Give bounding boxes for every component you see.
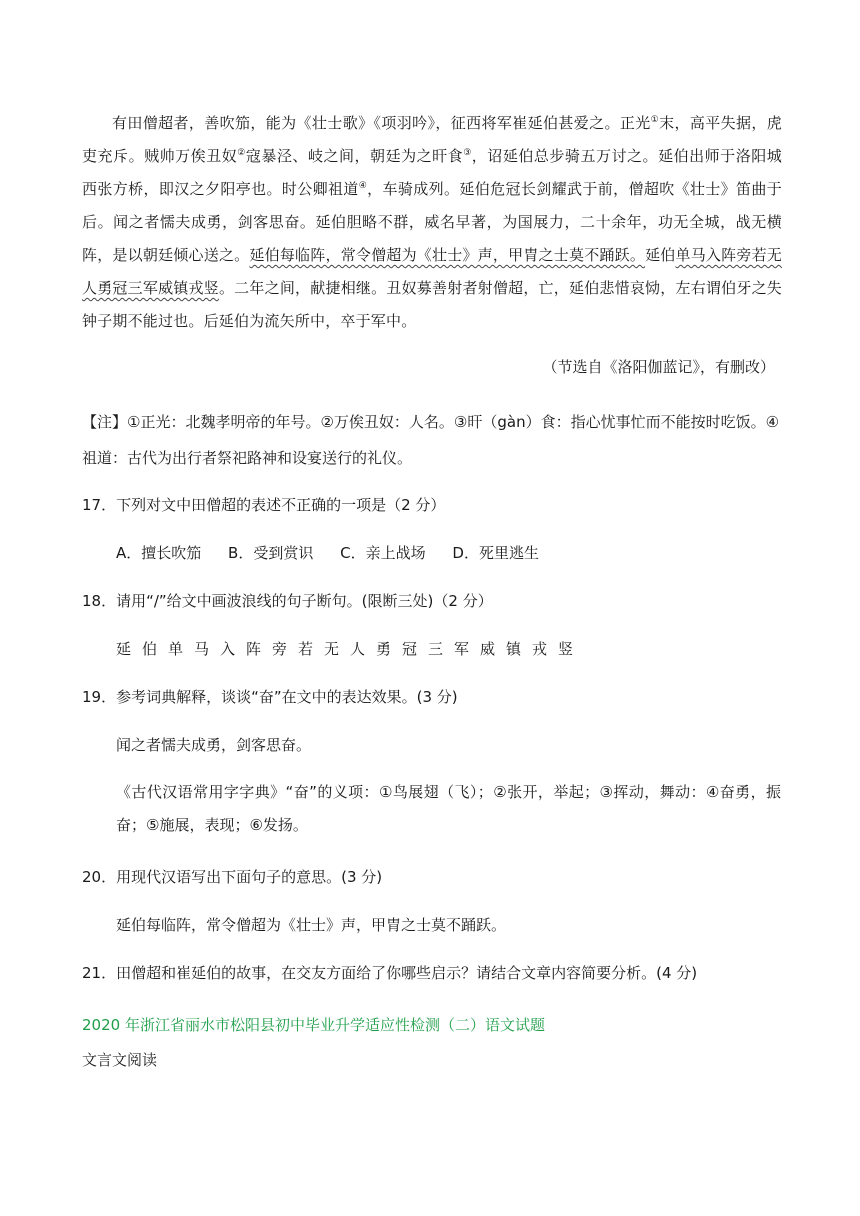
footnote-marker-4: ④ <box>358 181 368 191</box>
question-19-quote: 闻之者懦夫成勇，剑客思奋。 <box>116 736 312 754</box>
dictionary-entry: 《古代汉语常用字字典》“奋”的义项：①鸟展翅（飞）；②张开，举起；③挥动，舞动：④奋勇，振奋；⑤施展，表现；⑥发扬。 <box>116 783 781 834</box>
question-19: 19．参考词典解释，谈谈“奋”在文中的表达效果。(3 分) <box>82 688 458 706</box>
classical-passage <box>82 107 782 338</box>
question-20: 20．用现代汉语写出下面句子的意思。(3 分) <box>82 868 383 886</box>
option-a[interactable]: A．擅长吹笳 <box>116 544 202 562</box>
footnote-marker-1: ① <box>650 115 660 125</box>
question-17-options <box>116 542 561 563</box>
question-20-sentence: 延伯每临阵，常令僧超为《壮士》声，甲胄之士莫不踊跃。 <box>116 916 507 934</box>
question-21: 21．田僧超和崔延伯的故事，在交友方面给了你哪些启示？请结合文章内容简要分析。(4 分) <box>82 964 698 982</box>
question-17: 17．下列对文中田僧超的表述不正确的一项是（2 分） <box>82 496 446 514</box>
annotations <box>82 404 782 476</box>
underlined-sentence: 延伯每临阵，常令僧超为《壮士》声，甲胄之士莫不踊跃。 <box>249 246 646 264</box>
question-18: 18．请用“/”给文中画波浪线的句子断句。(限断三处)（2 分） <box>82 592 493 610</box>
wavy-underlined-sentence: 单马入阵旁若无人勇冠三军威镇戎竖 <box>82 246 783 297</box>
passage-source: （节选自《洛阳伽蓝记》，有删改） <box>542 358 775 376</box>
footnote-marker-2: ② <box>237 148 246 158</box>
option-b[interactable]: B．受到赏识 <box>228 544 314 562</box>
question-18-sentence: 延伯单马入阵旁若无人勇冠三军威镇戎竖 <box>116 640 585 658</box>
exam-title-link[interactable]: 2020 年浙江省丽水市松阳县初中毕业升学适应性检测（二）语文试题 <box>82 1016 545 1034</box>
option-d[interactable]: D．死里逃生 <box>452 544 539 562</box>
passage-paragraph: 有田僧超者，善吹笳，能为《壮士歌》《项羽吟》，征西将军崔延伯甚爱之。正光①末，高平失据，虎吏充斥。贼帅万俟丑奴②寇暴泾、岐之间，朝廷为之旰食③，诏延伯总步骑五万讨之。延伯出师于洛阳城西张方桥，即汉之夕阳亭也。时公卿祖道④，车骑成列。延伯危冠长剑耀武于前，僧超吹《壮士》笛曲于后。闻之者懦夫成勇，剑客思奋。延伯胆略不群，威名早著，为国展力，二十余年，功无全城，战无横阵，是以朝廷倾心送之。延伯每临阵，常令僧超为《壮士》声，甲胄之士莫不踊跃。延伯单马入阵旁若无人勇冠三军威镇戎竖。二年之间，献捷相继。丑奴募善射者射僧超，亡，延伯悲惜哀恸，左右谓伯牙之失钟子期不能过也。后延伯为流矢所中，卒于军中。 <box>82 114 783 330</box>
option-c[interactable]: C．亲上战场 <box>340 544 426 562</box>
note-label: 【注】 <box>82 413 128 431</box>
footnote-marker-3: ③ <box>463 148 472 158</box>
section-heading: 文言文阅读 <box>82 1051 158 1069</box>
note-text: ①正光：北魏孝明帝的年号。②万俟丑奴：人名。③旰（gàn）食：指心忧事忙而不能按时吃饭。④祖道：古代为出行者祭祀路神和设宴送行的礼仪。 <box>82 413 780 467</box>
